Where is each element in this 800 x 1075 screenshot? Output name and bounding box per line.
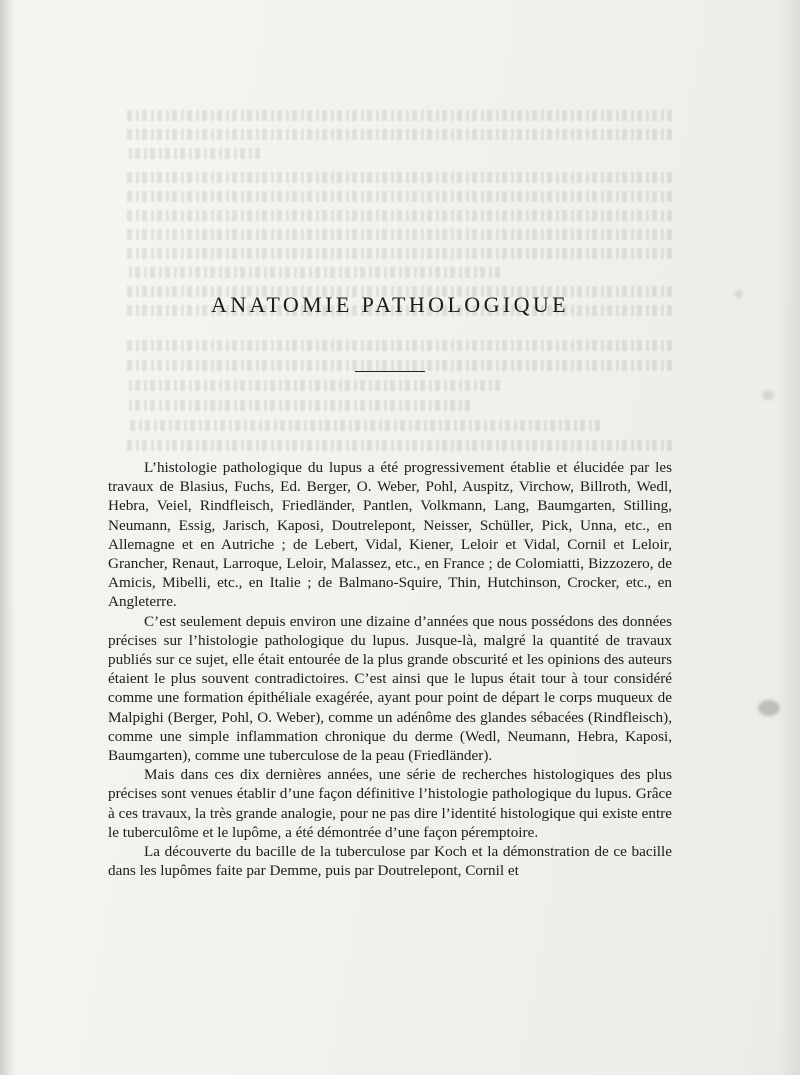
title-divider (355, 371, 425, 372)
paragraph: La découverte du bacille de la tuberculose par Koch et la démonstration de ce bacille dans les lupômes faite par Demme, puis par Doutrelepont, Cornil et (108, 843, 672, 880)
page-right-shadow (778, 0, 800, 1075)
paragraph: C’est seulement depuis environ une dizaine d’années que nous possédons des données précises sur l’histologie pathologique du lupus. Jusque-là, malgré la quantité de travaux publiés sur ce sujet, elle était entourée de la plus grande obscurité et les opinions des auteurs étaient le plus souvent contradictoires. C’est ainsi que le lupus était tour à tour considéré comme une formation épithéliale exagérée, ayant pour point de départ le corps muqueux de Malpighi (Berger, Pohl, O. Weber), comme un adénôme des glandes sébacées (Rindfleisch), comme une simple inflammation chronique du derme (Wedl, Neumann, Hebra, Kaposi, Baumgarten), comme une tuberculose de la peau (Friedländer). (108, 612, 672, 765)
body-text (108, 458, 672, 880)
page-title: ANATOMIE PATHOLOGIQUE (210, 292, 569, 317)
paragraph: L’histologie pathologique du lupus a été progressivement établie et élucidée par les travaux de Blasius, Fuchs, Ed. Berger, O. Weber, Pohl, Auspitz, Virchow, Billroth, Wedl, Hebra, Veiel, Rindfleisch, Friedländer, Pantlen, Volkmann, Lang, Baumgarten, Stilling, Neumann, Essig, Jarisch, Kaposi, Doutrelepont, Neisser, Schüller, Pick, Unna, etc., en Allemagne et en Autriche ; de Lebert, Vidal, Kiener, Leloir et Vidal, Cornil et Leloir, Grancher, Renaut, Larroque, Leloir, Malassez, etc., en France ; de Colomiatti, Bizzozero, de Amicis, Mibelli, etc., en Italie ; de Balmano-Squire, Thin, Hutchinson, Crocker, etc., en Angleterre. (108, 459, 672, 611)
paragraph: Mais dans ces dix dernières années, une série de recherches histologiques des plus précises sont venues établir d’une façon définitive l’histologie pathologique du lupus. Grâce à ces travaux, la très grande analogie, pour ne pas dire l’identité histologique qui existe entre le tuberculôme et le lupôme, a été démontrée d’une façon péremptoire. (108, 766, 672, 841)
paper-stain (762, 390, 774, 400)
paper-stain (735, 290, 743, 298)
paper-stain (758, 700, 780, 716)
page-left-shadow (0, 0, 16, 1075)
